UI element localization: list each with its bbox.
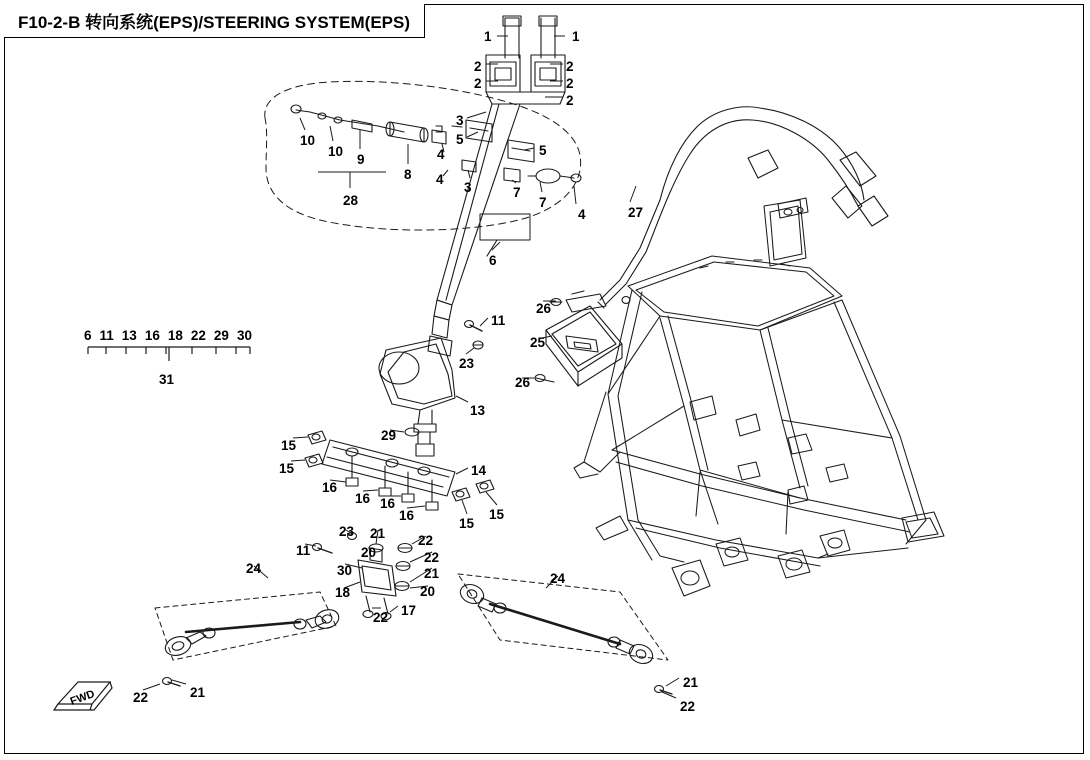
callout-23: 23 [459,356,475,371]
callout-3: 3 [464,180,472,195]
callout-7: 7 [539,195,547,210]
callout-24: 24 [550,571,566,586]
callout-21: 21 [370,526,386,541]
callout-14: 14 [471,463,487,478]
callout-2: 2 [566,59,574,74]
callout-27: 27 [628,205,644,220]
callout-1: 1 [572,29,580,44]
callout-5: 5 [539,143,547,158]
kit-group-label: 31 [159,372,175,387]
callout-17: 17 [401,603,417,618]
callout-10: 10 [300,133,316,148]
callout-4: 4 [578,207,586,222]
callout-2: 2 [474,76,482,91]
callout-22: 22 [133,690,149,705]
callout-26: 26 [536,301,552,316]
callout-2: 2 [474,59,482,74]
kit-item-1: 11 [99,328,114,343]
callout-16: 16 [355,491,371,506]
kit-item-6: 29 [213,328,229,343]
callout-13: 13 [470,403,486,418]
callout-30: 30 [337,563,353,578]
callout-1: 1 [484,29,492,44]
callout-20: 20 [420,584,436,599]
callout-11: 11 [296,543,311,558]
callout-9: 9 [357,152,365,167]
callout-18: 18 [335,585,351,600]
callout-22: 22 [680,699,696,714]
callout-15: 15 [459,516,475,531]
callout-11: 11 [491,313,506,328]
callout-15: 15 [279,461,295,476]
callout-28: 28 [343,193,359,208]
callout-8: 8 [404,167,412,182]
callout-10: 10 [328,144,344,159]
callout-29: 29 [381,428,397,443]
kit-item-7: 30 [236,328,252,343]
page-title: F10-2-B 转向系统(EPS)/STEERING SYSTEM(EPS) [18,13,410,32]
callout-16: 16 [322,480,338,495]
callout-25: 25 [530,335,546,350]
callout-16: 16 [399,508,415,523]
callout-2: 2 [566,93,574,108]
callout-22: 22 [418,533,434,548]
kit-item-2: 13 [121,328,137,343]
callout-5: 5 [456,132,464,147]
callout-6: 6 [489,253,497,268]
callout-4: 4 [436,172,444,187]
callout-15: 15 [281,438,297,453]
callout-26: 26 [515,375,531,390]
callout-20: 20 [361,545,377,560]
kit-item-5: 22 [190,328,206,343]
callout-7: 7 [513,185,521,200]
callout-15: 15 [489,507,505,522]
kit-item-3: 16 [144,328,160,343]
callout-24: 24 [246,561,262,576]
callout-22: 22 [373,610,389,625]
kit-item-4: 18 [167,328,183,343]
callout-21: 21 [190,685,206,700]
callout-21: 21 [683,675,699,690]
fwd-label: FWD [68,688,97,708]
callout-3: 3 [456,113,464,128]
callout-21: 21 [424,566,440,581]
callout-22: 22 [424,550,440,565]
callout-2: 2 [566,76,574,91]
callout-16: 16 [380,496,396,511]
callout-23: 23 [339,524,355,539]
kit-item-0: 6 [84,328,92,343]
callout-4: 4 [437,147,445,162]
